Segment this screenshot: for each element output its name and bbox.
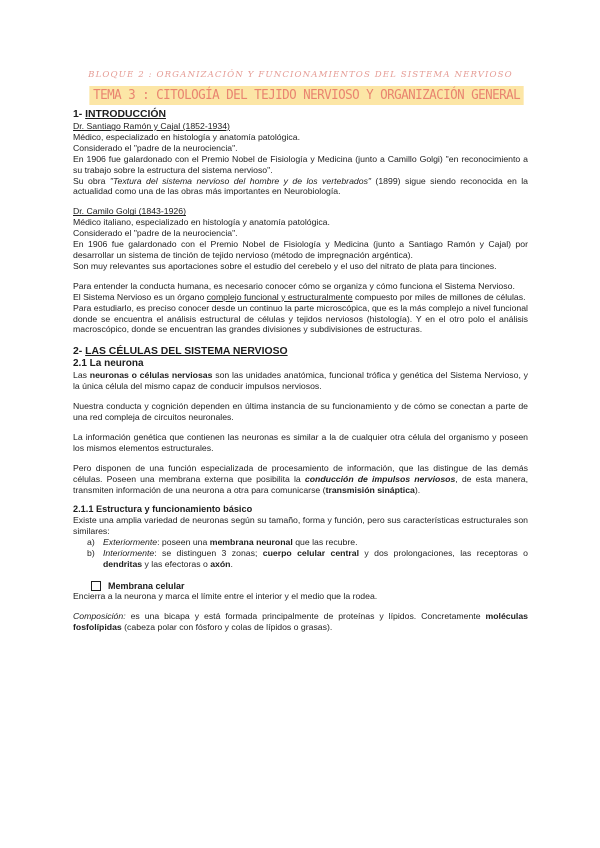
membrana-paragraph: Composición: es una bicapa y está formada principalmente de proteínas y lípidos. Concretamente moléculas fosfolípidas (cabeza polar con fósforo y colas de lípidos o grasas).	[73, 610, 528, 632]
membrana-label: Membrana celular	[108, 581, 185, 591]
membrana-checkbox-row	[91, 581, 528, 591]
checkbox-icon	[91, 581, 101, 591]
intro-paragraph: Para entender la conducta humana, es necesario conocer cómo se organiza y cómo funciona el Sistema Nervioso.	[73, 280, 515, 291]
section-heading-celulas: 2- LAS CÉLULAS DEL SISTEMA NERVIOSO	[73, 346, 288, 358]
ramon-line: Su obra "Textura del sistema nervioso del hombre y de los vertebrados" (1899) sigue siendo reconocida en la actualidad como una de las obras más importantes en Neurobiología.	[73, 175, 528, 197]
neurona-paragraph: La información genética que contienen las neuronas es similar a la de cualquier otra célula del organismo y poseen los mismos elementos estructurales.	[73, 431, 528, 453]
block-heading: BLOQUE 2 : ORGANIZACIÓN Y FUNCIONAMIENTOS DEL SISTEMA NERVIOSO	[88, 70, 513, 80]
ramon-line: Médico, especializado en histología y anatomía patológica.	[73, 131, 300, 142]
golgi-line: Médico italiano, especializado en histología y anatomía patológica.	[73, 217, 330, 228]
neurona-paragraph: Las neuronas o células nerviosas son las unidades anatómica, funcional trófica y genética del Sistema Nervioso, y la única célula del mismo capaz de conducir impulsos nerviosos.	[73, 370, 528, 392]
ramon-line: Considerado el "padre de la neurociencia".	[73, 142, 238, 153]
estructura-paragraph: Existe una amplia variedad de neuronas según su tamaño, forma y función, pero sus características estructurales son similares:	[73, 515, 528, 537]
subsection-heading-estructura: 2.1.1 Estructura y funcionamiento básico	[73, 504, 253, 515]
document-page	[73, 70, 528, 633]
ramon-line: En 1906 fue galardonado con el Premio Nobel de Fisiología y Medicina (junto a Camillo Golgi) "en reconocimiento a su trabajo sobre la estructura del sistema nervioso".	[73, 153, 528, 175]
golgi-line: En 1906 fue galardonado con el Premio Nobel de Fisiología y Medicina (junto a Santiago Ramón y Cajal) por desarrollar un sistema de tinción de tejido nervioso (método de impregnación argéntica).	[73, 239, 528, 260]
membrana-paragraph: Encierra a la neurona y marca el límite entre el interior y el medio que la rodea.	[73, 591, 378, 601]
golgi-name: Dr. Camilo Golgi (1843-1926)	[73, 206, 186, 217]
intro-paragraph: El Sistema Nervioso es un órgano complejo funcional y estructuralmente compuesto por miles de millones de células.	[73, 291, 526, 302]
golgi-line: Son muy relevantes sus aportaciones sobre el estudio del cerebelo y el uso del nitrato de plata para tinciones.	[73, 260, 497, 271]
golgi-line: Considerado el "padre de la neurociencia".	[73, 228, 238, 239]
neurona-paragraph: Nuestra conducta y cognición dependen en última instancia de su funcionamiento y de cómo se conectan a parte de una red compleja de circuitos neuronales.	[73, 401, 528, 423]
ramon-name: Dr. Santiago Ramón y Cajal (1852-1934)	[73, 121, 230, 131]
subsection-heading-neurona: 2.1 La neurona	[73, 358, 144, 370]
neurona-paragraph: Pero disponen de una función especializada de procesamiento de información, que las distingue de las demás células. Poseen una membrana externa que posibilita la conducción de impulsos nerviosos, de esta manera, transmiten información de una neurona a otra para comunicarse (transmisión sináptica).	[73, 462, 529, 495]
structure-list	[73, 537, 528, 570]
section-heading-introduccion: 1- INTRODUCCIÓN	[73, 109, 166, 120]
list-item: b) Interiormente: se distinguen 3 zonas; cuerpo celular central y dos prolongaciones, las receptoras o dendritas y las efectoras o axón.	[87, 548, 528, 570]
intro-paragraph: Para estudiarlo, es preciso conocer desde un continuo la parte microscópica, que es la más complejo a nivel funcional donde se encuentra el análisis estructural de células y tejidos nerviosos (histología). Y en el otro polo el análisis macroscópico, donde se encuentran las grandes divisiones y subdivisiones de estructuras.	[73, 302, 528, 335]
list-item: a) Exteriormente: poseen una membrana neuronal que las recubre.	[87, 537, 358, 548]
topic-title: TEMA 3 : CITOLOGÍA DEL TEJIDO NERVIOSO Y ORGANIZACIÓN GENERAL	[89, 86, 523, 105]
